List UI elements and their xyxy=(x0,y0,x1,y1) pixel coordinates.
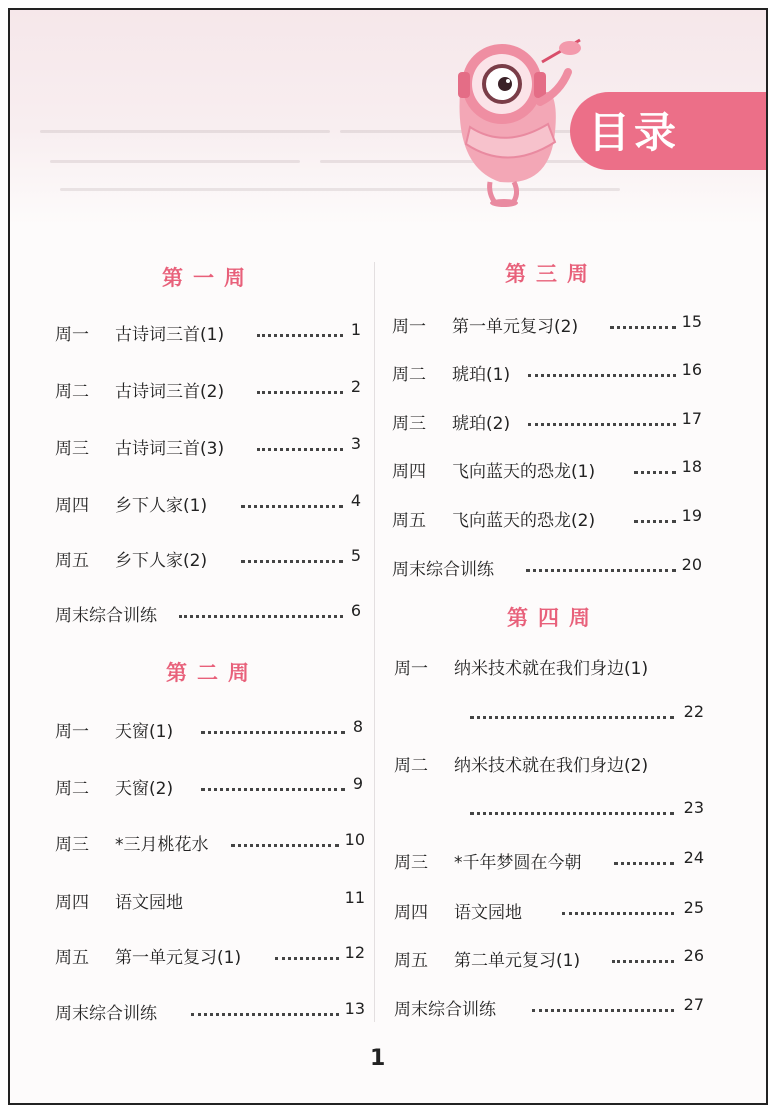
leader-dots xyxy=(257,334,343,337)
week-heading: 第三周 xyxy=(505,262,598,286)
entry-title: 琥珀(2) xyxy=(452,414,511,434)
entry-day: 周四 xyxy=(55,496,89,516)
entry-page: 22 xyxy=(683,702,704,721)
entry-title: 第一单元复习(1) xyxy=(115,948,242,968)
toc-entry[interactable] xyxy=(55,316,361,346)
leader-dots xyxy=(257,391,343,394)
leader-dots xyxy=(231,844,339,847)
leader-dots xyxy=(275,957,339,960)
toc-entry[interactable] xyxy=(55,487,361,517)
leader-dots xyxy=(470,716,674,719)
toc-entry[interactable] xyxy=(394,747,710,777)
entry-day: 周三 xyxy=(55,439,89,459)
entry-title: 古诗词三首(1) xyxy=(115,325,225,345)
week-heading: 第一周 xyxy=(162,266,255,290)
entry-title: 乡下人家(2) xyxy=(115,551,208,571)
leader-dots xyxy=(634,471,676,474)
entry-title: 周末综合训练 xyxy=(392,560,494,580)
entry-day: 周二 xyxy=(392,365,426,385)
entry-page: 3 xyxy=(350,434,361,453)
entry-day: 周二 xyxy=(394,756,428,776)
week-heading: 第四周 xyxy=(507,606,600,630)
entry-page: 11 xyxy=(344,888,365,907)
entry-page: 19 xyxy=(681,506,702,525)
entry-day: 周二 xyxy=(55,779,89,799)
entry-day: 周三 xyxy=(394,853,428,873)
toc-entry[interactable] xyxy=(55,995,365,1025)
entry-day: 周一 xyxy=(55,722,89,742)
toc-entry[interactable] xyxy=(392,453,702,483)
page-title: 目录 xyxy=(588,108,681,157)
toc-entry[interactable] xyxy=(55,713,363,743)
entry-title: 纳米技术就在我们身边(2) xyxy=(454,756,649,776)
entry-page: 25 xyxy=(683,898,704,917)
entry-day: 周一 xyxy=(392,317,426,337)
column-divider xyxy=(374,262,375,1022)
leader-dots xyxy=(562,912,674,915)
entry-page: 10 xyxy=(344,830,365,849)
entry-page: 17 xyxy=(681,409,702,428)
entry-title: 飞向蓝天的恐龙(1) xyxy=(452,462,596,482)
toc-entry[interactable] xyxy=(55,939,365,969)
entry-day: 周一 xyxy=(394,659,428,679)
toc-entry[interactable] xyxy=(55,597,361,627)
entry-title: 乡下人家(1) xyxy=(115,496,208,516)
toc-entry[interactable] xyxy=(55,884,365,914)
toc-entry-continuation[interactable] xyxy=(394,794,704,824)
toc-entry[interactable] xyxy=(55,430,361,460)
page-number: 1 xyxy=(370,1046,386,1071)
entry-title: 琥珀(1) xyxy=(452,365,511,385)
week-heading: 第二周 xyxy=(166,661,259,685)
entry-page: 8 xyxy=(352,717,363,736)
entry-day: 周一 xyxy=(55,325,89,345)
entry-day: 周四 xyxy=(55,893,89,913)
entry-day: 周四 xyxy=(394,903,428,923)
entry-title: 天窗(2) xyxy=(115,779,174,799)
entry-title: 第一单元复习(2) xyxy=(452,317,579,337)
entry-title: 周末综合训练 xyxy=(55,1004,157,1024)
toc-entry[interactable] xyxy=(392,356,702,386)
entry-page: 27 xyxy=(683,995,704,1014)
entry-day: 周三 xyxy=(392,414,426,434)
toc-entry[interactable] xyxy=(392,551,702,581)
leader-dots xyxy=(614,862,674,865)
entry-page: 6 xyxy=(350,601,361,620)
leader-dots xyxy=(526,569,676,572)
entry-day: 周五 xyxy=(394,951,428,971)
entry-day: 周五 xyxy=(55,948,89,968)
entry-title: 周末综合训练 xyxy=(55,606,157,626)
leader-dots xyxy=(634,520,676,523)
leader-dots xyxy=(532,1009,674,1012)
entry-title: 飞向蓝天的恐龙(2) xyxy=(452,511,596,531)
leader-dots xyxy=(612,960,674,963)
entry-page: 1 xyxy=(350,320,361,339)
entry-title: 周末综合训练 xyxy=(394,1000,496,1020)
toc-entry[interactable] xyxy=(55,542,361,572)
leader-dots xyxy=(528,423,676,426)
toc-entry-continuation[interactable] xyxy=(394,698,704,728)
entry-page: 13 xyxy=(344,999,365,1018)
entry-day: 周四 xyxy=(392,462,426,482)
entry-page: 15 xyxy=(681,312,702,331)
entry-title: 天窗(1) xyxy=(115,722,174,742)
leader-dots xyxy=(179,615,343,618)
entry-page: 4 xyxy=(350,491,361,510)
entry-title: 第二单元复习(1) xyxy=(454,951,581,971)
toc-entry[interactable] xyxy=(392,502,702,532)
entry-title: 古诗词三首(2) xyxy=(115,382,225,402)
toc-page xyxy=(8,8,768,1105)
toc-entry[interactable] xyxy=(394,650,710,680)
entry-day: 周五 xyxy=(55,551,89,571)
leader-dots xyxy=(241,560,343,563)
entry-page: 9 xyxy=(352,774,363,793)
toc-entry[interactable] xyxy=(394,991,704,1021)
toc-entry[interactable] xyxy=(394,942,704,972)
entry-page: 16 xyxy=(681,360,702,379)
entry-title: 古诗词三首(3) xyxy=(115,439,225,459)
leader-dots xyxy=(201,731,345,734)
toc-entry[interactable] xyxy=(392,308,702,338)
entry-title: 语文园地 xyxy=(115,893,183,913)
toc-entry[interactable] xyxy=(394,894,704,924)
leader-dots xyxy=(201,788,345,791)
leader-dots xyxy=(257,448,343,451)
entry-title: 语文园地 xyxy=(454,903,522,923)
entry-day: 周五 xyxy=(392,511,426,531)
robot-mascot-icon xyxy=(430,32,600,207)
leader-dots xyxy=(470,812,674,815)
entry-day: 周二 xyxy=(55,382,89,402)
toc-entry[interactable] xyxy=(55,826,365,856)
toc-entry[interactable] xyxy=(55,770,363,800)
entry-day: 周三 xyxy=(55,835,89,855)
toc-entry[interactable] xyxy=(55,373,361,403)
leader-dots xyxy=(191,1013,339,1016)
entry-page: 23 xyxy=(683,798,704,817)
toc-entry[interactable] xyxy=(392,405,702,435)
entry-title: 纳米技术就在我们身边(1) xyxy=(454,659,649,679)
entry-page: 26 xyxy=(683,946,704,965)
entry-title: *千年梦圆在今朝 xyxy=(454,853,582,873)
entry-page: 12 xyxy=(344,943,365,962)
leader-dots xyxy=(528,374,676,377)
entry-page: 24 xyxy=(683,848,704,867)
leader-dots xyxy=(610,326,676,329)
entry-title: *三月桃花水 xyxy=(115,835,209,855)
entry-page: 20 xyxy=(681,555,702,574)
leader-dots xyxy=(241,505,343,508)
entry-page: 2 xyxy=(350,377,361,396)
entry-page: 5 xyxy=(350,546,361,565)
toc-entry[interactable] xyxy=(394,844,704,874)
entry-page: 18 xyxy=(681,457,702,476)
